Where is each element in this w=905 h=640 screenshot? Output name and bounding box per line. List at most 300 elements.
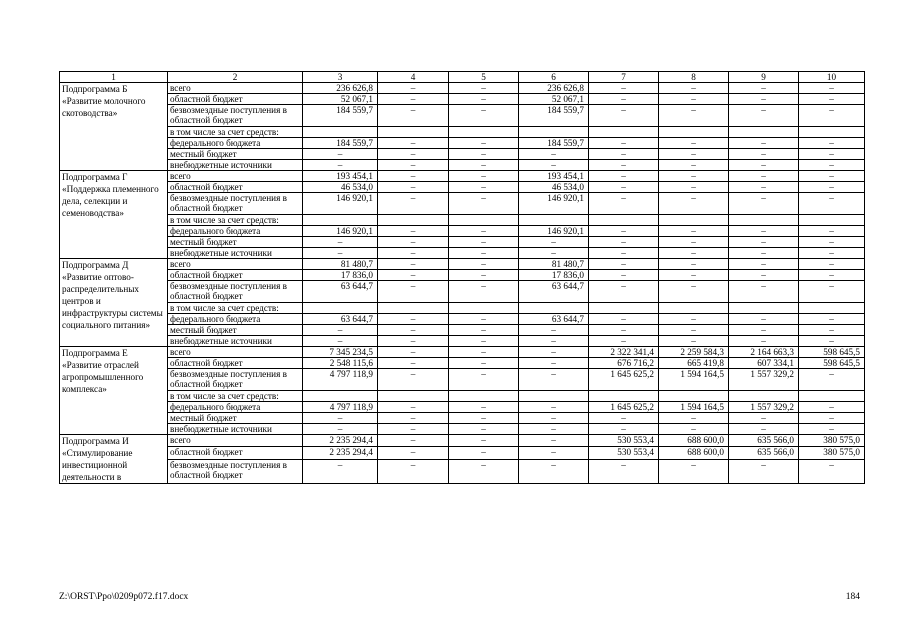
amount-cell: – bbox=[589, 94, 659, 105]
funding-source-label: в том числе за счет средств: bbox=[168, 391, 303, 402]
amount-cell: 63 644,7 bbox=[519, 314, 589, 325]
amount-cell: – bbox=[729, 270, 799, 281]
header-row bbox=[60, 72, 865, 83]
amount-cell: – bbox=[378, 424, 449, 435]
amount-cell: – bbox=[659, 105, 729, 127]
amount-cell: – bbox=[799, 171, 865, 182]
footer-file-path: Z:\ORST\Ppo\0209p072.f17.docx bbox=[59, 592, 189, 602]
amount-cell bbox=[519, 391, 589, 402]
amount-cell: – bbox=[799, 105, 865, 127]
amount-cell: – bbox=[659, 270, 729, 281]
amount-cell: – bbox=[303, 160, 378, 171]
table-row bbox=[60, 149, 865, 160]
amount-cell: – bbox=[449, 325, 519, 336]
amount-cell: – bbox=[659, 226, 729, 237]
funding-source-label: в том числе за счет средств: bbox=[168, 215, 303, 226]
amount-cell: – bbox=[799, 160, 865, 171]
amount-cell: – bbox=[729, 248, 799, 259]
amount-cell: – bbox=[659, 281, 729, 303]
amount-cell: – bbox=[729, 160, 799, 171]
table-row bbox=[60, 94, 865, 105]
table-row bbox=[60, 303, 865, 314]
amount-cell: 530 553,4 bbox=[589, 447, 659, 459]
amount-cell: – bbox=[659, 138, 729, 149]
amount-cell: 4 797 118,9 bbox=[303, 369, 378, 391]
table-row bbox=[60, 314, 865, 325]
amount-cell: – bbox=[378, 447, 449, 459]
table-row bbox=[60, 358, 865, 369]
amount-cell bbox=[519, 127, 589, 138]
amount-cell: 17 836,0 bbox=[519, 270, 589, 281]
amount-cell: – bbox=[519, 435, 589, 447]
amount-cell: – bbox=[659, 413, 729, 424]
funding-source-label: всего bbox=[168, 259, 303, 270]
amount-cell bbox=[519, 215, 589, 226]
column-header: 7 bbox=[589, 72, 659, 83]
column-header: 6 bbox=[519, 72, 589, 83]
amount-cell: – bbox=[449, 347, 519, 358]
amount-cell: – bbox=[799, 270, 865, 281]
amount-cell: – bbox=[519, 237, 589, 248]
table-row bbox=[60, 459, 865, 484]
table-row bbox=[60, 391, 865, 402]
funding-source-label: федерального бюджета bbox=[168, 314, 303, 325]
amount-cell: – bbox=[449, 83, 519, 94]
amount-cell: – bbox=[799, 459, 865, 484]
amount-cell bbox=[729, 303, 799, 314]
amount-cell: 665 419,8 bbox=[659, 358, 729, 369]
amount-cell: – bbox=[303, 325, 378, 336]
amount-cell: – bbox=[589, 459, 659, 484]
subprogram-name: Подпрограмма Е «Развитие отраслей агропромышленного комплекса» bbox=[60, 347, 168, 435]
amount-cell: – bbox=[729, 325, 799, 336]
amount-cell: 63 644,7 bbox=[519, 281, 589, 303]
table-row bbox=[60, 281, 865, 303]
amount-cell: – bbox=[659, 182, 729, 193]
amount-cell bbox=[799, 215, 865, 226]
amount-cell: – bbox=[303, 248, 378, 259]
amount-cell: – bbox=[378, 193, 449, 215]
amount-cell: – bbox=[729, 182, 799, 193]
amount-cell: – bbox=[799, 193, 865, 215]
amount-cell: – bbox=[799, 325, 865, 336]
amount-cell: – bbox=[519, 459, 589, 484]
amount-cell: 1 557 329,2 bbox=[729, 369, 799, 391]
funding-source-label: внебюджетные источники bbox=[168, 160, 303, 171]
table-body bbox=[60, 83, 865, 484]
table-row bbox=[60, 226, 865, 237]
funding-source-label: федерального бюджета bbox=[168, 138, 303, 149]
amount-cell: – bbox=[799, 248, 865, 259]
amount-cell bbox=[449, 391, 519, 402]
funding-source-label: всего bbox=[168, 347, 303, 358]
amount-cell: 1 645 625,2 bbox=[589, 369, 659, 391]
amount-cell: – bbox=[378, 459, 449, 484]
amount-cell: 635 566,0 bbox=[729, 447, 799, 459]
amount-cell: – bbox=[659, 83, 729, 94]
amount-cell: 2 235 294,4 bbox=[303, 447, 378, 459]
amount-cell: – bbox=[378, 237, 449, 248]
amount-cell: – bbox=[799, 281, 865, 303]
amount-cell: – bbox=[449, 447, 519, 459]
amount-cell: – bbox=[589, 105, 659, 127]
funding-source-label: местный бюджет bbox=[168, 325, 303, 336]
amount-cell: 146 920,1 bbox=[303, 226, 378, 237]
amount-cell: – bbox=[378, 226, 449, 237]
column-header: 10 bbox=[799, 72, 865, 83]
subprogram-name: Подпрограмма И «Стимулирование инвестиционной деятельности в bbox=[60, 435, 168, 484]
funding-source-label: областной бюджет bbox=[168, 94, 303, 105]
amount-cell: – bbox=[378, 138, 449, 149]
amount-cell: – bbox=[449, 226, 519, 237]
table-row bbox=[60, 447, 865, 459]
amount-cell: 146 920,1 bbox=[519, 226, 589, 237]
amount-cell bbox=[303, 127, 378, 138]
amount-cell: 607 334,1 bbox=[729, 358, 799, 369]
amount-cell: – bbox=[519, 358, 589, 369]
amount-cell: – bbox=[659, 171, 729, 182]
amount-cell: – bbox=[303, 459, 378, 484]
amount-cell: – bbox=[378, 270, 449, 281]
amount-cell: – bbox=[799, 259, 865, 270]
amount-cell: 380 575,0 bbox=[799, 435, 865, 447]
amount-cell: – bbox=[659, 459, 729, 484]
amount-cell: 530 553,4 bbox=[589, 435, 659, 447]
amount-cell: – bbox=[519, 424, 589, 435]
amount-cell: – bbox=[729, 281, 799, 303]
amount-cell: – bbox=[659, 336, 729, 347]
amount-cell: – bbox=[589, 83, 659, 94]
funding-source-label: безвозмездные поступления в областной бюджет bbox=[168, 105, 303, 127]
amount-cell: 63 644,7 bbox=[303, 314, 378, 325]
amount-cell: – bbox=[378, 149, 449, 160]
amount-cell bbox=[303, 391, 378, 402]
amount-cell: 2 164 663,3 bbox=[729, 347, 799, 358]
amount-cell bbox=[519, 303, 589, 314]
amount-cell bbox=[729, 391, 799, 402]
funding-source-label: всего bbox=[168, 435, 303, 447]
amount-cell: 7 345 234,5 bbox=[303, 347, 378, 358]
amount-cell: 635 566,0 bbox=[729, 435, 799, 447]
amount-cell: – bbox=[589, 149, 659, 160]
amount-cell: – bbox=[589, 160, 659, 171]
amount-cell: – bbox=[449, 149, 519, 160]
amount-cell: 184 559,7 bbox=[519, 138, 589, 149]
amount-cell bbox=[729, 215, 799, 226]
amount-cell: – bbox=[589, 413, 659, 424]
amount-cell: 2 548 115,6 bbox=[303, 358, 378, 369]
table-row bbox=[60, 237, 865, 248]
amount-cell: 236 626,8 bbox=[519, 83, 589, 94]
amount-cell: – bbox=[519, 325, 589, 336]
amount-cell: – bbox=[589, 325, 659, 336]
table-row bbox=[60, 336, 865, 347]
amount-cell: 598 645,5 bbox=[799, 358, 865, 369]
amount-cell: – bbox=[729, 226, 799, 237]
funding-source-label: внебюджетные источники bbox=[168, 248, 303, 259]
amount-cell: 2 235 294,4 bbox=[303, 435, 378, 447]
amount-cell: – bbox=[589, 248, 659, 259]
amount-cell: – bbox=[729, 424, 799, 435]
amount-cell: – bbox=[378, 171, 449, 182]
funding-source-label: местный бюджет bbox=[168, 413, 303, 424]
amount-cell: – bbox=[303, 424, 378, 435]
amount-cell: – bbox=[659, 248, 729, 259]
amount-cell bbox=[589, 391, 659, 402]
amount-cell: – bbox=[519, 160, 589, 171]
amount-cell: – bbox=[659, 325, 729, 336]
amount-cell: – bbox=[519, 336, 589, 347]
column-header: 1 bbox=[60, 72, 168, 83]
amount-cell: 46 534,0 bbox=[519, 182, 589, 193]
amount-cell: – bbox=[659, 149, 729, 160]
amount-cell: – bbox=[449, 138, 519, 149]
amount-cell: – bbox=[449, 237, 519, 248]
amount-cell: 688 600,0 bbox=[659, 447, 729, 459]
funding-source-label: областной бюджет bbox=[168, 358, 303, 369]
table-row bbox=[60, 325, 865, 336]
amount-cell: – bbox=[589, 226, 659, 237]
amount-cell: – bbox=[589, 193, 659, 215]
amount-cell: 46 534,0 bbox=[303, 182, 378, 193]
amount-cell bbox=[589, 127, 659, 138]
funding-source-label: внебюджетные источники bbox=[168, 424, 303, 435]
amount-cell: – bbox=[449, 182, 519, 193]
amount-cell: – bbox=[378, 314, 449, 325]
amount-cell: – bbox=[799, 314, 865, 325]
amount-cell: – bbox=[449, 336, 519, 347]
column-header: 3 bbox=[303, 72, 378, 83]
amount-cell: – bbox=[303, 149, 378, 160]
amount-cell: – bbox=[589, 237, 659, 248]
funding-source-label: федерального бюджета bbox=[168, 226, 303, 237]
amount-cell: – bbox=[659, 259, 729, 270]
amount-cell: – bbox=[378, 347, 449, 358]
amount-cell: – bbox=[449, 314, 519, 325]
amount-cell: 688 600,0 bbox=[659, 435, 729, 447]
amount-cell bbox=[378, 391, 449, 402]
amount-cell bbox=[589, 303, 659, 314]
column-header: 8 bbox=[659, 72, 729, 83]
amount-cell: – bbox=[378, 281, 449, 303]
amount-cell: – bbox=[589, 138, 659, 149]
amount-cell: 17 836,0 bbox=[303, 270, 378, 281]
amount-cell: 4 797 118,9 bbox=[303, 402, 378, 413]
amount-cell: – bbox=[378, 435, 449, 447]
amount-cell: – bbox=[729, 314, 799, 325]
amount-cell bbox=[303, 215, 378, 226]
amount-cell: – bbox=[378, 402, 449, 413]
amount-cell: – bbox=[378, 336, 449, 347]
amount-cell bbox=[729, 127, 799, 138]
amount-cell: – bbox=[659, 314, 729, 325]
amount-cell: – bbox=[449, 105, 519, 127]
amount-cell: – bbox=[378, 248, 449, 259]
amount-cell: 63 644,7 bbox=[303, 281, 378, 303]
amount-cell: – bbox=[589, 424, 659, 435]
table-row bbox=[60, 182, 865, 193]
amount-cell: – bbox=[519, 447, 589, 459]
table-row bbox=[60, 435, 865, 447]
amount-cell bbox=[799, 391, 865, 402]
amount-cell: – bbox=[449, 94, 519, 105]
subprogram-name: Подпрограмма Д «Развитие оптово-распределительных центров и инфраструктуры системы социального питания» bbox=[60, 259, 168, 347]
amount-cell: – bbox=[729, 94, 799, 105]
amount-cell: – bbox=[589, 314, 659, 325]
amount-cell: – bbox=[449, 435, 519, 447]
funding-source-label: областной бюджет bbox=[168, 182, 303, 193]
amount-cell: – bbox=[729, 149, 799, 160]
amount-cell: – bbox=[659, 193, 729, 215]
table-row bbox=[60, 138, 865, 149]
amount-cell: – bbox=[799, 94, 865, 105]
amount-cell: 146 920,1 bbox=[519, 193, 589, 215]
amount-cell: – bbox=[729, 83, 799, 94]
amount-cell: – bbox=[378, 358, 449, 369]
budget-table bbox=[59, 71, 865, 484]
amount-cell: – bbox=[799, 138, 865, 149]
amount-cell: – bbox=[378, 105, 449, 127]
funding-source-label: местный бюджет bbox=[168, 149, 303, 160]
amount-cell: – bbox=[729, 413, 799, 424]
table-row bbox=[60, 160, 865, 171]
amount-cell: 193 454,1 bbox=[303, 171, 378, 182]
funding-source-label: в том числе за счет средств: bbox=[168, 127, 303, 138]
amount-cell: – bbox=[659, 424, 729, 435]
amount-cell: – bbox=[799, 369, 865, 391]
amount-cell: – bbox=[729, 336, 799, 347]
amount-cell: – bbox=[799, 424, 865, 435]
amount-cell: – bbox=[659, 160, 729, 171]
column-header: 5 bbox=[449, 72, 519, 83]
amount-cell: – bbox=[449, 369, 519, 391]
amount-cell: – bbox=[378, 369, 449, 391]
amount-cell: – bbox=[799, 182, 865, 193]
amount-cell: – bbox=[729, 259, 799, 270]
amount-cell bbox=[378, 127, 449, 138]
amount-cell: – bbox=[303, 237, 378, 248]
amount-cell bbox=[799, 303, 865, 314]
amount-cell: – bbox=[519, 149, 589, 160]
amount-cell bbox=[589, 215, 659, 226]
amount-cell bbox=[659, 127, 729, 138]
amount-cell: – bbox=[659, 94, 729, 105]
table-row bbox=[60, 193, 865, 215]
table-row bbox=[60, 347, 865, 358]
amount-cell: – bbox=[729, 105, 799, 127]
amount-cell bbox=[449, 303, 519, 314]
funding-source-label: местный бюджет bbox=[168, 237, 303, 248]
amount-cell: 184 559,7 bbox=[303, 138, 378, 149]
column-header: 9 bbox=[729, 72, 799, 83]
table-row bbox=[60, 127, 865, 138]
amount-cell: 236 626,8 bbox=[303, 83, 378, 94]
funding-source-label: безвозмездные поступления в областной бюджет bbox=[168, 369, 303, 391]
amount-cell: 52 067,1 bbox=[303, 94, 378, 105]
amount-cell: 1 594 164,5 bbox=[659, 402, 729, 413]
amount-cell: – bbox=[378, 325, 449, 336]
funding-source-label: федерального бюджета bbox=[168, 402, 303, 413]
amount-cell bbox=[659, 391, 729, 402]
amount-cell: – bbox=[519, 413, 589, 424]
column-header: 2 bbox=[168, 72, 303, 83]
table-row bbox=[60, 369, 865, 391]
amount-cell: – bbox=[378, 182, 449, 193]
column-header: 4 bbox=[378, 72, 449, 83]
amount-cell: – bbox=[589, 270, 659, 281]
funding-source-label: безвозмездные поступления в областной бюджет bbox=[168, 281, 303, 303]
amount-cell bbox=[799, 127, 865, 138]
amount-cell: – bbox=[303, 336, 378, 347]
table-row bbox=[60, 171, 865, 182]
funding-source-label: областной бюджет bbox=[168, 447, 303, 459]
amount-cell: – bbox=[378, 83, 449, 94]
amount-cell: 81 480,7 bbox=[519, 259, 589, 270]
amount-cell: 676 716,2 bbox=[589, 358, 659, 369]
amount-cell: – bbox=[449, 193, 519, 215]
funding-source-label: в том числе за счет средств: bbox=[168, 303, 303, 314]
amount-cell bbox=[449, 127, 519, 138]
amount-cell: – bbox=[303, 413, 378, 424]
amount-cell: – bbox=[449, 424, 519, 435]
amount-cell: – bbox=[799, 83, 865, 94]
amount-cell: – bbox=[449, 160, 519, 171]
amount-cell: – bbox=[589, 259, 659, 270]
amount-cell: 1 645 625,2 bbox=[589, 402, 659, 413]
amount-cell: 184 559,7 bbox=[519, 105, 589, 127]
amount-cell: – bbox=[799, 149, 865, 160]
amount-cell: – bbox=[659, 237, 729, 248]
funding-source-label: безвозмездные поступления в областной бюджет bbox=[168, 193, 303, 215]
amount-cell: – bbox=[729, 193, 799, 215]
subprogram-name: Подпрограмма Б «Развитие молочного скотоводства» bbox=[60, 83, 168, 171]
amount-cell: – bbox=[729, 459, 799, 484]
amount-cell: – bbox=[449, 358, 519, 369]
amount-cell: – bbox=[449, 259, 519, 270]
amount-cell: 2 259 584,3 bbox=[659, 347, 729, 358]
page-number: 184 bbox=[845, 592, 860, 602]
amount-cell: – bbox=[519, 402, 589, 413]
amount-cell: – bbox=[449, 402, 519, 413]
amount-cell: – bbox=[449, 270, 519, 281]
amount-cell: – bbox=[449, 413, 519, 424]
amount-cell: – bbox=[449, 171, 519, 182]
funding-source-label: безвозмездные поступления в областной бюджет bbox=[168, 459, 303, 484]
table-row bbox=[60, 413, 865, 424]
amount-cell bbox=[378, 215, 449, 226]
amount-cell: – bbox=[589, 281, 659, 303]
amount-cell: – bbox=[799, 226, 865, 237]
amount-cell: – bbox=[378, 94, 449, 105]
amount-cell: – bbox=[378, 160, 449, 171]
funding-source-label: областной бюджет bbox=[168, 270, 303, 281]
amount-cell: – bbox=[378, 259, 449, 270]
amount-cell: – bbox=[729, 237, 799, 248]
amount-cell: – bbox=[799, 237, 865, 248]
funding-source-label: всего bbox=[168, 83, 303, 94]
amount-cell: 598 645,5 bbox=[799, 347, 865, 358]
funding-source-label: всего bbox=[168, 171, 303, 182]
subprogram-name: Подпрограмма Г «Поддержка племенного дела, селекции и семеноводства» bbox=[60, 171, 168, 259]
amount-cell: – bbox=[378, 413, 449, 424]
table-row bbox=[60, 259, 865, 270]
table-row bbox=[60, 424, 865, 435]
amount-cell: – bbox=[799, 413, 865, 424]
table-row bbox=[60, 402, 865, 413]
funding-source-label: внебюджетные источники bbox=[168, 336, 303, 347]
amount-cell: – bbox=[519, 248, 589, 259]
amount-cell bbox=[449, 215, 519, 226]
